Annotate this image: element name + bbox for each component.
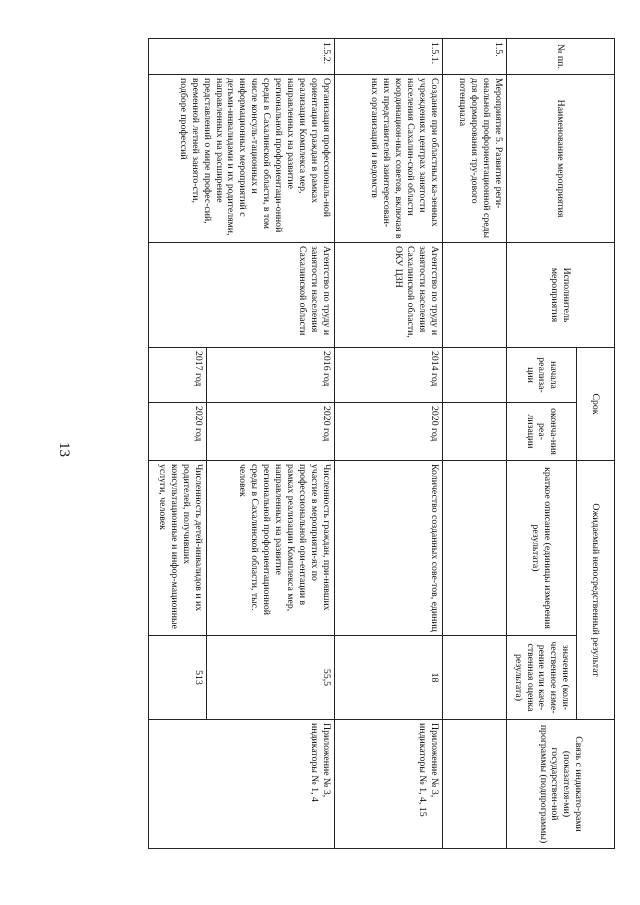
header-result-desc: краткое описание (единицы измерения результата)	[507, 461, 577, 636]
row-start: 2014 год	[335, 348, 443, 403]
table-row	[443, 39, 507, 849]
header-result-value: значение (коли-чественное изме-рение или каче-ственная оценка результата)	[507, 636, 577, 720]
row-end: 2020 год	[207, 403, 335, 461]
rotated-table-container	[110, 38, 615, 848]
row-start: 2016 год	[207, 348, 335, 403]
row-name: Создание при областных ка-зенных учреждениях центрах занятости населения Сахалин-ской области координацион-ных советов, включая в них представителей заинтересован-ных организаций и ведомств	[335, 75, 443, 243]
row-name: Мероприятие 5. Развитие реги-ональной профориентационной среды для формирования тру-дового потенциала	[443, 75, 507, 243]
row-start	[443, 348, 507, 403]
row-desc: Количество созданных сове-тов, единиц	[335, 461, 443, 636]
table-row	[207, 39, 335, 849]
row-link: Приложение № 3, индикаторы № 1, 4	[149, 720, 335, 849]
row-desc: Численность граждан, при-нявших участие в мероприяти-ях по профессиональной ори-ентации в рамках реализации Комплекса мер, направленных на развитие региональной профориентационной среды в Сахалинской области, тыс. человек	[207, 461, 335, 636]
row-desc	[443, 461, 507, 636]
header-executor: Исполнитель мероприятия	[507, 243, 615, 348]
row-executor	[443, 243, 507, 348]
row-value: 55,5	[207, 636, 335, 720]
table-row	[335, 39, 443, 849]
row-end: 2020 год	[335, 403, 443, 461]
subrow-end: 2020 год	[149, 403, 207, 461]
header-term-end: оконча-ния реа-лизации	[507, 403, 577, 461]
row-num: 1.5.	[443, 39, 507, 75]
header-num: № пп.	[507, 39, 615, 75]
row-end	[443, 403, 507, 461]
page-number: 13	[56, 442, 72, 457]
row-executor: Агентство по труду и занятости населения Сахалинской области, ОКУ ЦЗН	[335, 243, 443, 348]
subrow-start: 2017 год	[149, 348, 207, 403]
row-link	[443, 720, 507, 849]
header-link: Связь с индикато-рами (показателя-ми) государствен-ной программы (подпрограммы)	[507, 720, 615, 849]
header-result: Ожидаемый непосредственный результат	[577, 461, 615, 720]
row-link: Приложение № 3, индикаторы № 1, 4, 15	[335, 720, 443, 849]
activities-table	[148, 38, 615, 849]
header-term-start: начала реализа-ции	[507, 348, 577, 403]
row-value	[443, 636, 507, 720]
row-num: 1.5.1.	[335, 39, 443, 75]
row-executor: Агентство по труду и занятости населения Сахалинской области	[149, 243, 335, 348]
header-term: Срок	[577, 348, 615, 461]
subrow-desc: Численность детей-инвалидов и их родителей, получивших консультационные и инфор-мационные услуги, человек	[149, 461, 207, 636]
row-name: Организация профессиональ-ной ориентации граждан в рамках реализации Комплекса мер, направленных на развитие региональной профориентаци-онной среды в Сахалинской области, в том числе консуль-тационных и информационных мероприятий с детьми-инвалидами и их родителями, направленных на расширение представлений о мире профес-сий, временной летней занято-сти, подборе профессий	[149, 75, 335, 243]
row-num: 1.5.2.	[149, 39, 335, 75]
subrow-value: 513	[149, 636, 207, 720]
row-value: 18	[335, 636, 443, 720]
header-name: Наименование мероприятия	[507, 75, 615, 243]
